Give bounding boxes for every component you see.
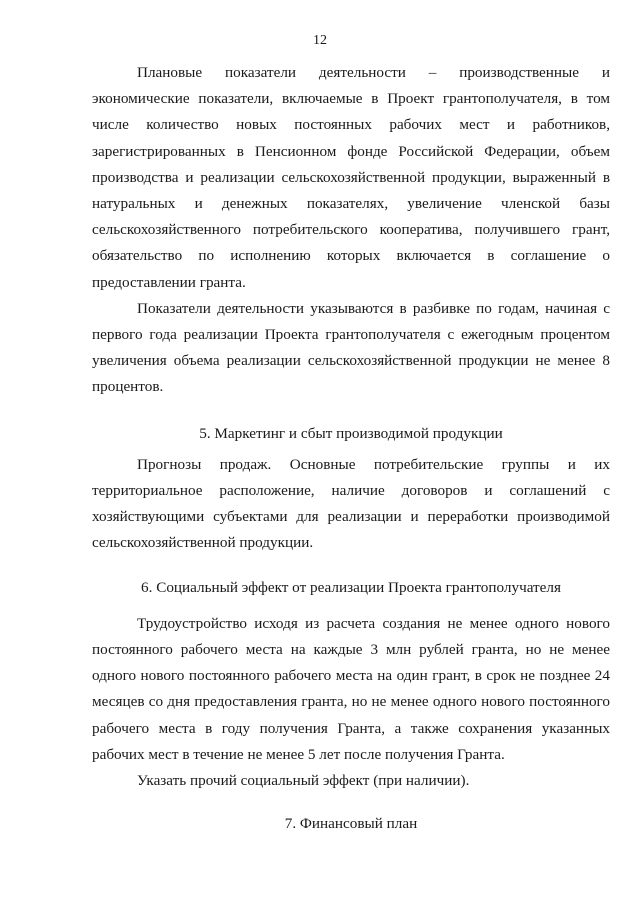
- section-heading-social-effect: 6. Социальный эффект от реализации Проекта грантополучателя: [141, 578, 561, 596]
- document-body: [92, 60, 610, 837]
- paragraph-planned-indicators: Плановые показатели деятельности – производственные и экономические показатели, включаемые в Проект грантополучателя, в том числе количество новых постоянных рабочих мест и работников, зарегистрированных в Пенсионном фонде Российской Федерации, объем производства и реализации сельскохозяйственной продукции, выраженный в натуральных и денежных показателях, увеличение членской базы сельскохозяйственного потребительского кооператива, получившего грант, обязательство по исполнению которых включается в соглашение о предоставлении гранта.: [92, 64, 610, 291]
- paragraph-indicators-by-year: Показатели деятельности указываются в разбивке по годам, начиная с первого года реализации Проекта грантополучателя с ежегодным процентом увеличения объема реализации сельскохозяйственной продукции не менее 8 процентов.: [92, 299, 610, 396]
- paragraph-other-social-effect: Указать прочий социальный эффект (при наличии).: [137, 772, 470, 790]
- paragraph-marketing: Прогнозы продаж. Основные потребительские группы и их территориальное расположение, наличие договоров и соглашений с хозяйствующими субъектами для реализации и переработки производимой сельскохозяйственной продукции.: [92, 455, 610, 552]
- section-heading-financial-plan: 7. Финансовый план: [284, 815, 418, 833]
- paragraph-employment: Трудоустройство исходя из расчета создания не менее одного нового постоянного рабочего места на каждые 3 млн рублей гранта, но не менее одного нового постоянного рабочего места на один грант, в срок не позднее 24 месяцев со дня предоставления гранта, но не менее одного нового постоянного рабочего места в году получения Гранта, а также сохранения указанных рабочих мест в течение не менее 5 лет после получения Гранта.: [92, 614, 610, 763]
- page-number: 12: [313, 33, 327, 48]
- section-heading-marketing: 5. Маркетинг и сбыт производимой продукции: [199, 424, 503, 442]
